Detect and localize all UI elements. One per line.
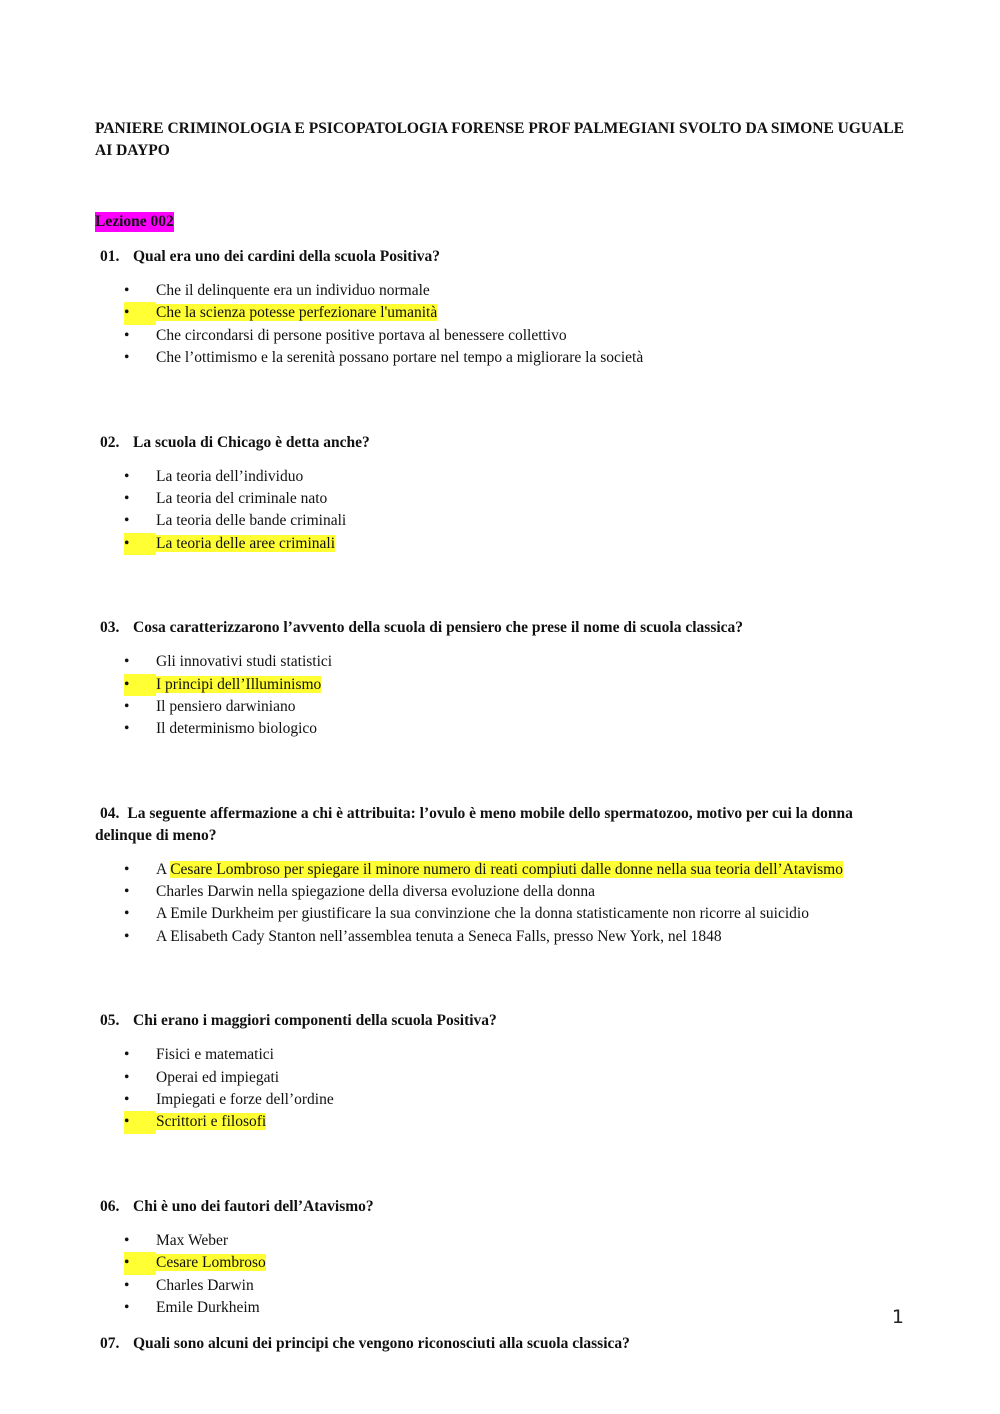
spacer (95, 1134, 910, 1182)
bullet-icon: • (124, 697, 130, 715)
question-label: La seguente affermazione a chi è attribuita: l’ovulo è meno mobile dello spermatozoo, motivo per cui la donna delinque di meno? (95, 804, 853, 844)
answer-list (95, 466, 910, 556)
question-03 (95, 617, 910, 741)
answer-text: Che il delinquente era un individuo normale (156, 282, 430, 299)
bullet-icon: • (124, 883, 130, 901)
bullet-icon: • (124, 1276, 130, 1294)
answer-text: A Emile Durkheim per giustificare la sua convinzione che la donna statisticamente non ricorre al suicidio (156, 905, 809, 923)
answer-option-correct (95, 674, 910, 696)
spacer (95, 555, 910, 603)
question-label: Quali sono alcuni dei principi che vengono riconosciuti alla scuola classica? (133, 1335, 630, 1353)
answer-list (95, 1230, 910, 1320)
bullet-icon: • (124, 489, 130, 507)
answer-text: Il pensiero darwiniano (156, 697, 296, 715)
spacer (95, 370, 910, 418)
question-text (95, 1333, 910, 1355)
answer-option-correct (95, 533, 910, 555)
question-number: 07. (100, 1335, 120, 1353)
answer-text: La teoria delle aree criminali (156, 534, 336, 552)
answer-text: Charles Darwin nella spiegazione della diversa evoluzione della donna (156, 883, 596, 901)
question-06 (95, 1196, 910, 1320)
answer-option (95, 1275, 910, 1297)
answer-option (95, 347, 910, 369)
answer-option (95, 325, 910, 347)
question-text (95, 803, 910, 847)
answer-option (95, 488, 910, 510)
answer-text: Max Weber (156, 1231, 229, 1249)
bullet-icon: • (124, 1298, 130, 1316)
answer-list (95, 1044, 910, 1134)
bullet-icon: • (124, 1091, 130, 1109)
bullet-icon: • (124, 1046, 130, 1064)
bullet-icon: • (124, 1231, 130, 1249)
bullet-icon: • (124, 1068, 130, 1086)
bullet-icon: • (124, 349, 130, 367)
answer-option-correct (95, 859, 910, 881)
answer-option-correct (95, 1111, 910, 1133)
answer-option (95, 1230, 910, 1252)
answer-text: Charles Darwin (156, 1276, 254, 1294)
answer-option (95, 881, 910, 903)
answer-option (95, 651, 910, 673)
answer-list (95, 280, 910, 370)
answer-option-correct (95, 1252, 910, 1274)
answer-text: Operai ed impiegati (156, 1068, 280, 1086)
spacer (95, 948, 910, 996)
question-number: 02. (100, 433, 120, 451)
question-01 (95, 246, 910, 370)
answer-option (95, 1044, 910, 1066)
question-text (95, 246, 910, 268)
bullet-icon: • (124, 326, 130, 344)
bullet-icon: • (124, 302, 156, 324)
bullet-icon: • (124, 467, 130, 485)
answer-option (95, 466, 910, 488)
answer-text: Emile Durkheim (156, 1298, 260, 1316)
answer-option (95, 1297, 910, 1319)
answer-text: Che circondarsi di persone positive portava al benessere collettivo (156, 326, 567, 344)
answer-prefix: A (156, 860, 167, 878)
answer-option (95, 280, 910, 302)
answer-text: Il determinismo biologico (156, 720, 318, 738)
spacer (95, 741, 910, 789)
question-label: Qual era uno dei cardini della scuola Positiva? (133, 248, 441, 265)
page-number: 1 (891, 1306, 904, 1328)
answer-option (95, 903, 910, 925)
bullet-icon: • (124, 533, 156, 555)
answer-text: La teoria del criminale nato (156, 489, 328, 507)
bullet-icon: • (124, 720, 130, 738)
document-title: PANIERE CRIMINOLOGIA E PSICOPATOLOGIA FORENSE PROF PALMEGIANI SVOLTO DA SIMONE UGUALE AI DAYPO (95, 120, 904, 159)
question-text (95, 617, 910, 639)
bullet-icon: • (124, 674, 156, 696)
document-page (95, 118, 910, 1355)
bullet-icon: • (124, 927, 130, 945)
answer-option (95, 696, 910, 718)
bullet-icon: • (124, 1111, 156, 1133)
question-05 (95, 1010, 910, 1134)
bullet-icon: • (124, 512, 130, 530)
answer-text: A Elisabeth Cady Stanton nell’assemblea tenuta a Seneca Falls, presso New York, nel 1848 (156, 927, 722, 945)
answer-text-highlighted: Cesare Lombroso per spiegare il minore numero di reati compiuti dalle donne nella sua teoria dell’Atavismo (170, 860, 843, 878)
answer-option (95, 926, 910, 948)
answer-text: Che la scienza potesse perfezionare l'umanità (156, 304, 438, 322)
answer-text: Che l’ottimismo e la serenità possano portare nel tempo a migliorare la società (156, 349, 644, 367)
answer-option (95, 1089, 910, 1111)
bullet-icon: • (124, 860, 130, 878)
answer-option (95, 1067, 910, 1089)
answer-option (95, 718, 910, 740)
bullet-icon: • (124, 905, 130, 923)
question-number: 04. (100, 804, 120, 822)
question-number: 05. (100, 1012, 120, 1030)
answer-list (95, 859, 910, 949)
lesson-heading: Lezione 002 (95, 213, 174, 230)
answer-text: Fisici e matematici (156, 1046, 274, 1064)
answer-option-correct (95, 302, 910, 324)
answer-text: I principi dell’Illuminismo (156, 675, 322, 693)
answer-text: La teoria dell’individuo (156, 467, 304, 485)
answer-text: La teoria delle bande criminali (156, 512, 347, 530)
bullet-icon: • (124, 1252, 156, 1274)
question-label: Chi è uno dei fautori dell’Atavismo? (133, 1197, 374, 1215)
bullet-icon: • (124, 653, 130, 671)
answer-text: Cesare Lombroso (156, 1254, 266, 1272)
question-number: 06. (100, 1197, 120, 1215)
answer-text: Impiegati e forze dell’ordine (156, 1091, 334, 1109)
bullet-icon: • (124, 282, 130, 299)
question-04 (95, 803, 910, 949)
question-07 (95, 1333, 910, 1355)
answer-list (95, 651, 910, 741)
question-text (95, 432, 910, 454)
answer-text: Gli innovativi studi statistici (156, 653, 333, 671)
question-label: La scuola di Chicago è detta anche? (133, 433, 370, 451)
question-text (95, 1010, 910, 1032)
question-label: Cosa caratterizzarono l’avvento della scuola di pensiero che prese il nome di scuola classica? (133, 619, 744, 637)
question-text (95, 1196, 910, 1218)
question-02 (95, 432, 910, 556)
question-label: Chi erano i maggiori componenti della scuola Positiva? (133, 1012, 497, 1030)
question-number: 03. (100, 619, 120, 637)
question-number: 01. (100, 248, 120, 265)
answer-option (95, 510, 910, 532)
answer-text: Scrittori e filosofi (156, 1113, 267, 1131)
